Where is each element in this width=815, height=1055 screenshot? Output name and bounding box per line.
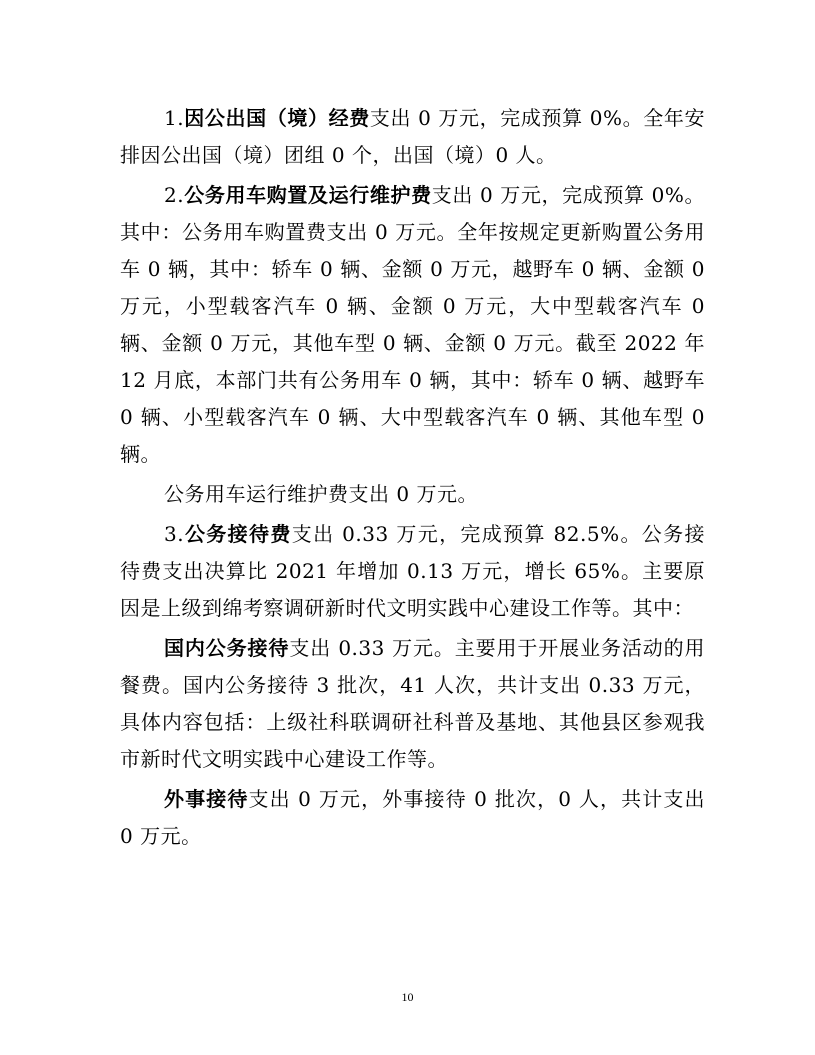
paragraph-domestic-reception xyxy=(120,630,705,778)
paragraph-vehicle-maintenance xyxy=(120,476,705,513)
paragraph-reception-expenses xyxy=(120,516,705,627)
item-number: 2. xyxy=(164,183,185,207)
heading-overseas-expenses: 因公出国（境）经费 xyxy=(184,106,370,130)
paragraph-vehicle-expenses xyxy=(120,177,705,473)
page-number: 10 xyxy=(401,990,414,1004)
heading-foreign-reception: 外事接待 xyxy=(164,787,249,811)
paragraph-text: 支出 0 万元，完成预算 0%。全年安排因公出国（境）团组 0 个，出国（境）0 人。 xyxy=(120,106,706,167)
heading-domestic-reception: 国内公务接待 xyxy=(164,636,290,660)
paragraph-text: 支出 0 万元，外事接待 0 批次，0 人，共计支出 0 万元。 xyxy=(120,787,705,848)
document-body xyxy=(120,100,705,858)
heading-vehicle-expenses: 公务用车购置及运行维护费 xyxy=(184,183,432,207)
paragraph-overseas-expenses xyxy=(120,100,705,174)
paragraph-text: 支出 0.33 万元，完成预算 82.5%。公务接待费支出决算比 2021 年增加 0.13 万元，增长 65%。主要原因是上级到绵考察调研新时代文明实践中心建设工作等。其中： xyxy=(120,522,706,620)
paragraph-text: 公务用车运行维护费支出 0 万元。 xyxy=(164,482,478,506)
paragraph-text: 支出 0 万元，完成预算 0%。其中：公务用车购置费支出 0 万元。全年按规定更新购置公务用车 0 辆，其中：轿车 0 辆、金额 0 万元，越野车 0 辆、金额 0 万元，小型载客汽车 0 辆、金额 0 万元，大中型载客汽车 0 辆、金额 0 万元，其他车型 0 辆、金额 0 万元。截至 2022 年 12 月底，本部门共有公务用车 0 辆，其中：轿车 0 辆、越野车 0 辆、小型载客汽车 0 辆、大中型载客汽车 0 辆、其他车型 0 辆。 xyxy=(120,183,705,466)
paragraph-foreign-reception xyxy=(120,781,705,855)
item-number: 1. xyxy=(164,106,185,130)
paragraph-text: 支出 0.33 万元。主要用于开展业务活动的用餐费。国内公务接待 3 批次，41 人次，共计支出 0.33 万元，具体内容包括：上级社科联调研社科普及基地、其他县区参观我市新时代文明实践中心建设工作等。 xyxy=(120,636,705,771)
item-number: 3. xyxy=(164,522,185,546)
heading-reception-expenses: 公务接待费 xyxy=(184,522,292,546)
